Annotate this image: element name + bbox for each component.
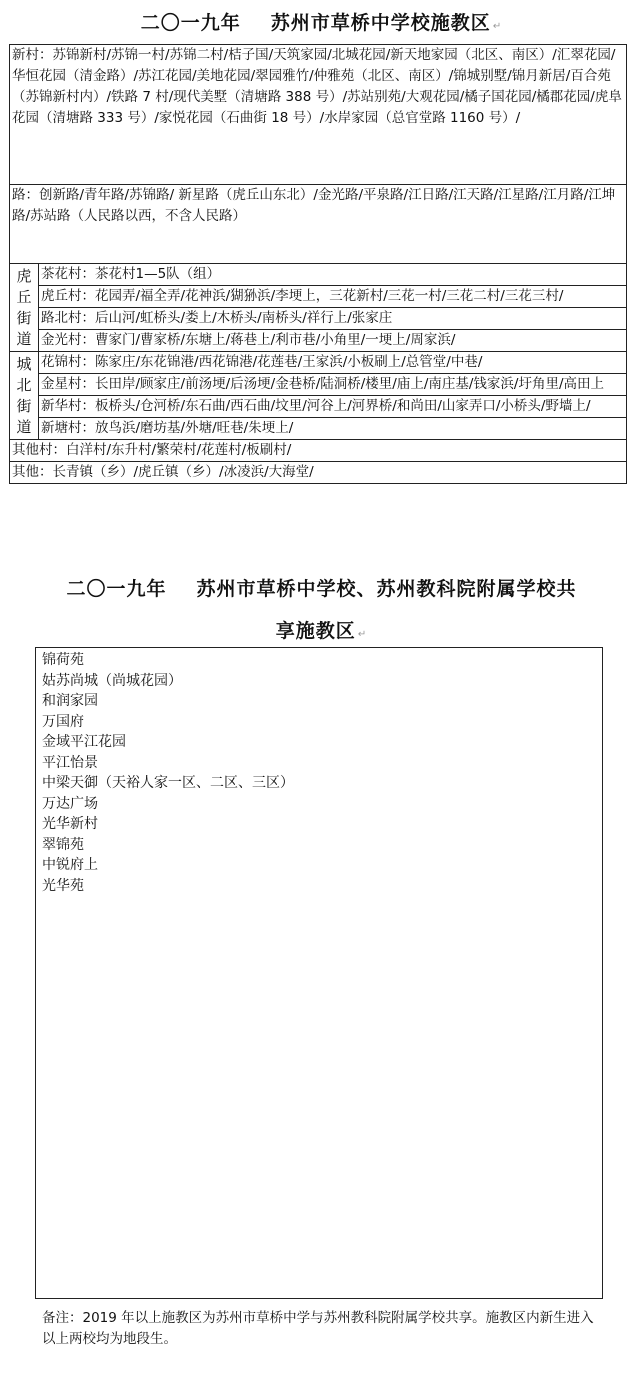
section2-title-line2: 享施教区 ↵ (275, 620, 368, 642)
list-item: 姑苏尚城（尚城花园） (42, 672, 182, 689)
row-lu: 路：创新路/青年路/苏锦路/ 新星路（虎丘山东北）/金光路/平泉路/江日路/江天路/江星路/江月路/江坤路/苏站路（人民路以西，不含人民路） (10, 184, 626, 263)
list-item: 光华新村 (42, 816, 98, 832)
section1-title (0, 8, 643, 35)
list-item: 金域平江花园 (42, 734, 126, 750)
footnote: 备注：2019 年以上施教区为苏州市草桥中学与苏州教科院附属学校共享。施教区内新生进入以上两校均为地段生。 (42, 1310, 594, 1347)
list-item: 万国府 (42, 713, 84, 730)
row-other-villages: 其他村：白洋村/东升村/繁荣村/花莲村/板刷村/ (10, 439, 626, 461)
row-huqiu: 虎丘村：花园弄/福全弄/花神浜/猢狲浜/李埂上，三花新村/三花一村/三花二村/三花三村/ (39, 285, 626, 307)
list-item: 万达广场 (42, 795, 98, 812)
group-label-chengbei: 城北街道 (10, 352, 39, 439)
row-xintang: 新塘村：放鸟浜/磨坊基/外塘/旺巷/朱埂上/ (39, 417, 626, 439)
row-jinguang: 金光村：曹家门/曹家桥/东塘上/蒋巷上/利市巷/小角里/一埂上/周家浜/ (39, 329, 626, 351)
shared-district-list (35, 647, 603, 1299)
section1-title-year: 二〇一九年 (140, 12, 241, 34)
list-item: 平江怡景 (42, 754, 98, 771)
list-item: 中锐府上 (42, 857, 98, 873)
row-xinhua: 新华村：板桥头/仓河桥/东石曲/西石曲/坟里/河谷上/河界桥/和尚田/山家弄口/小桥头/野墙上/ (39, 395, 626, 417)
row-xincun: 新村：苏锦新村/苏锦一村/苏锦二村/桔子国/天筑家园/北城花园/新天地家园（北区、南区）/汇翠花园/华恒花园（清金路）/苏江花园/美地花园/翠园雅竹/仲雅苑（北区、南区）/锦城别墅/锦月新居/百合苑（苏锦新村内）/铁路 7 村/现代美墅（清塘路 388 号）/苏站别苑/大观花园/橘子国花园/橘郡花园/虎阜花园（清塘路 333 号）/家悦花园（石曲街 18 号）/水岸家园（总官堂路 1160 号）/ (12, 47, 622, 126)
row-chahua: 茶花村：茶花村1—5队（组） (41, 266, 221, 282)
row-lubei: 路北村：后山河/虹桥头/娄上/木桥头/南桥头/祥行上/张家庄 (39, 307, 626, 329)
group-chengbei (10, 351, 626, 439)
paragraph-mark-icon: ↵ (357, 629, 368, 640)
list-item: 和润家园 (42, 693, 98, 709)
paragraph-mark-icon: ↵ (492, 21, 503, 32)
section1-title-text: 苏州市草桥中学校施教区 (270, 12, 491, 34)
row-other: 其他：长青镇（乡）/虎丘镇（乡）/冰凌浜/大海堂/ (10, 461, 626, 483)
row-jinxing: 金星村：长田岸/顾家庄/前汤埂/后汤埂/金巷桥/陆洞桥/楼里/庙上/南庄基/钱家浜/圩角里/高田上 (39, 373, 626, 395)
school-district-table (9, 44, 627, 484)
list-item: 锦荷苑 (42, 652, 84, 668)
list-item: 中梁天御（天裕人家一区、二区、三区） (42, 775, 294, 791)
group-huqiu (10, 263, 626, 351)
row-huajin: 花锦村：陈家庄/东花锦港/西花锦港/花莲巷/王家浜/小板刷上/总管堂/中巷/ (41, 354, 483, 370)
section2-title-line1: 二〇一九年 苏州市草桥中学校、苏州教科院附属学校共 (66, 578, 577, 600)
list-item: 翠锦苑 (42, 836, 84, 853)
list-item: 光华苑 (42, 877, 84, 894)
section2-title-year: 二〇一九年 (66, 578, 167, 600)
group-label-huqiu: 虎丘街道 (10, 264, 39, 351)
